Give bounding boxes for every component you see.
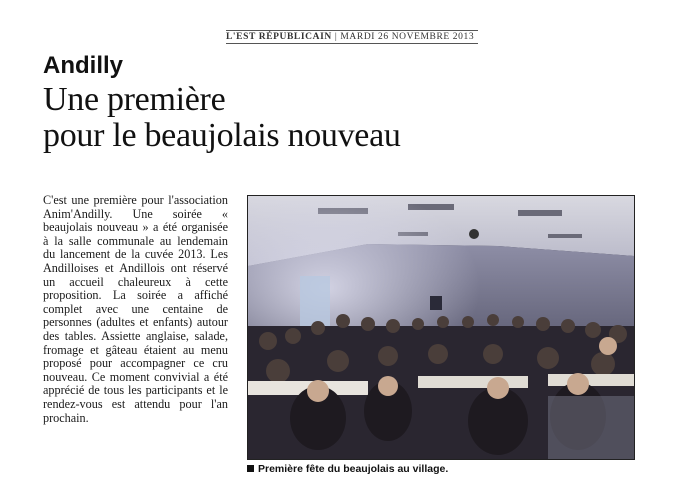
banquet-hall-illustration bbox=[248, 196, 634, 459]
article-headline bbox=[43, 82, 563, 154]
photo-caption bbox=[247, 463, 647, 475]
masthead bbox=[226, 30, 478, 44]
headline-line-1: Une première bbox=[43, 81, 226, 118]
newspaper-name: L'EST RÉPUBLICAIN bbox=[226, 32, 332, 42]
masthead-separator: | bbox=[334, 32, 338, 42]
article-body: C'est une première pour l'association Anim'Andilly. Une soirée « beaujolais nouveau » a été organisée à la salle communale au lendemain du lancement de la cuvée 2013. Les Andilloises et Andillois ont réservé un accueil chaleureux à cette proposition. La soirée a affiché complet avec une centaine de personnes (adultes et enfants) autour des tables. Assiette anglaise, salade, fromage et gâteau étaient au menu proposé pour accompagner ce cru nouveau. Ce moment convivial a été apprécié de tous les participants et le rendez-vous est attendu pour l'an prochain. bbox=[43, 193, 228, 425]
headline-line-2: pour le beaujolais nouveau bbox=[43, 117, 401, 154]
article-photo bbox=[247, 195, 635, 460]
article-kicker: Andilly bbox=[43, 52, 124, 79]
caption-text: Première fête du beaujolais au village. bbox=[258, 463, 449, 475]
square-bullet-icon bbox=[247, 465, 254, 472]
publication-date: MARDI 26 NOVEMBRE 2013 bbox=[340, 32, 475, 42]
